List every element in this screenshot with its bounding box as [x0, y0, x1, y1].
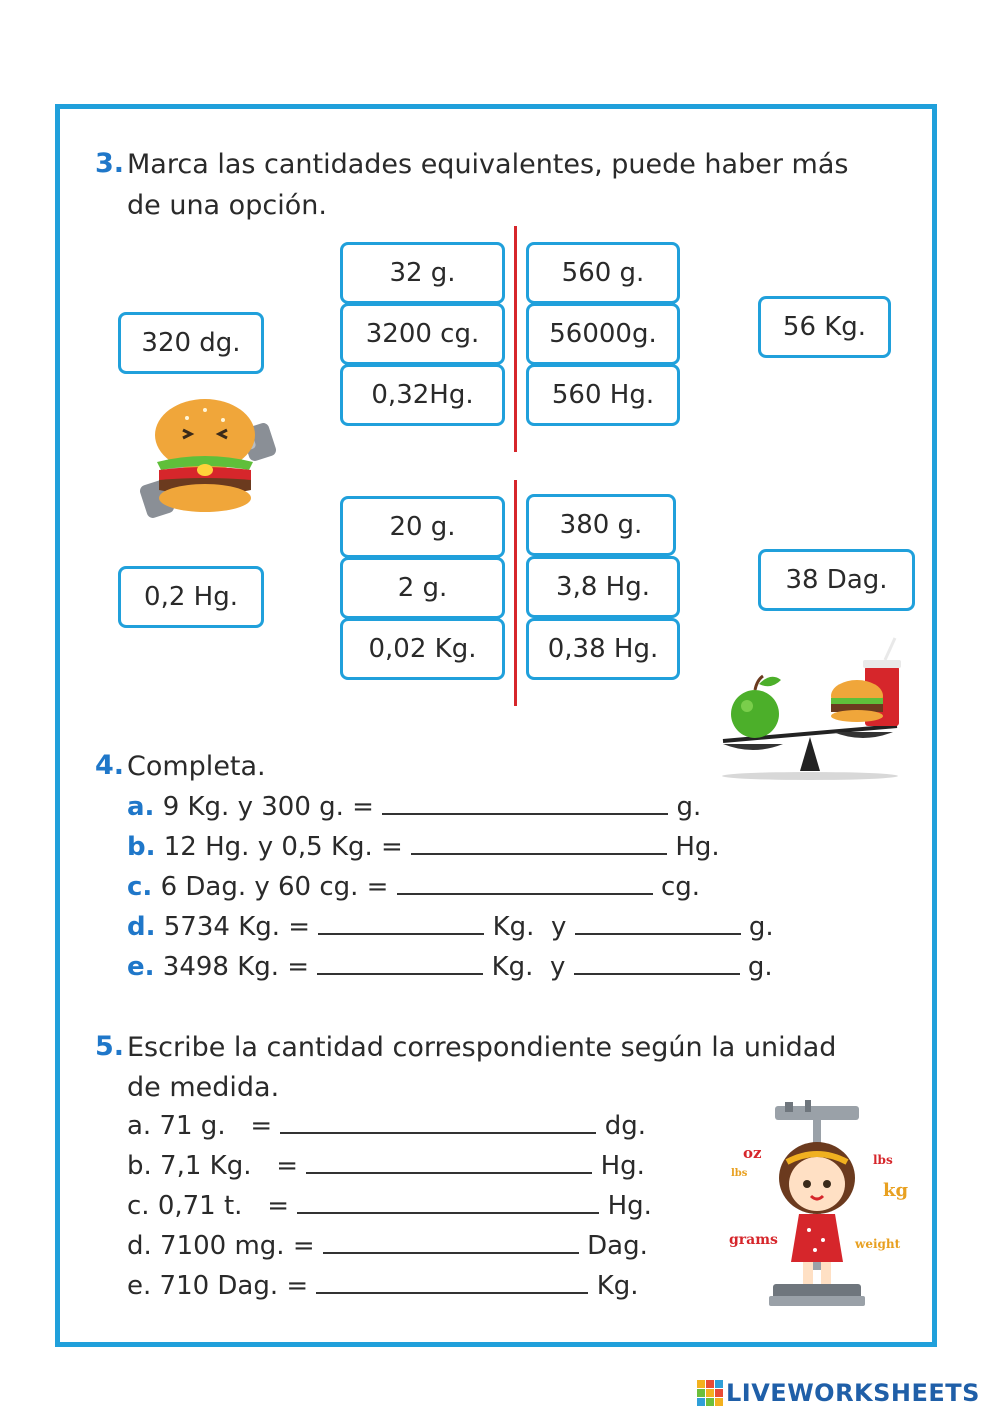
item-expression: 6 Dag. y 60 cg. =: [160, 872, 389, 902]
item-expression: e. 710 Dag. =: [127, 1271, 309, 1301]
girl-on-scale-icon: [725, 1100, 915, 1310]
option-label: 2 g.: [397, 573, 448, 603]
item-expression: c. 0,71 t. =: [127, 1191, 290, 1221]
label-oz: oz: [743, 1144, 762, 1162]
q4-title: Completa.: [127, 751, 266, 782]
target-label: 320 dg.: [141, 328, 241, 358]
option-box[interactable]: [340, 557, 505, 619]
item-expression: b. 7,1 Kg. =: [127, 1151, 299, 1181]
item-unit: Kg.: [596, 1271, 639, 1301]
option-box[interactable]: [340, 618, 505, 680]
item-unit: Kg. y: [491, 952, 566, 982]
option-label: 56000g.: [549, 319, 657, 349]
item-letter: d.: [127, 912, 156, 942]
burger-dumbbell-icon: [135, 390, 285, 530]
item-unit: cg.: [661, 872, 701, 902]
option-box[interactable]: [340, 364, 505, 426]
option-box[interactable]: [340, 242, 505, 304]
q4-item-d: [127, 909, 774, 945]
option-label: 3,8 Hg.: [556, 572, 650, 602]
liveworksheets-logo: [697, 1378, 980, 1408]
item-unit: Kg. y: [492, 912, 567, 942]
label-kg: kg: [883, 1180, 909, 1201]
q5-item-a: [127, 1108, 646, 1144]
q5-text-line1: Escribe la cantidad correspondiente según la unidad: [127, 1032, 837, 1063]
q5-item-d: [127, 1228, 648, 1264]
label-grams: grams: [729, 1232, 778, 1248]
answer-blank[interactable]: [574, 949, 740, 975]
option-label: 0,38 Hg.: [547, 634, 659, 664]
q4-item-c: [127, 869, 700, 905]
option-label: 0,02 Kg.: [368, 634, 477, 664]
q5-item-c: [127, 1188, 652, 1224]
answer-blank[interactable]: [318, 909, 484, 935]
q4-item-a: [127, 789, 701, 825]
target-label: 56 Kg.: [782, 312, 867, 342]
answer-blank[interactable]: [575, 909, 741, 935]
option-box[interactable]: [526, 494, 676, 556]
q3-text-line1: Marca las cantidades equivalentes, puede haber más: [127, 149, 849, 180]
q4-number: 4.: [95, 750, 125, 781]
target-label: 38 Dag.: [785, 565, 888, 595]
option-label: 32 g.: [389, 258, 456, 288]
item-expression: a. 71 g. =: [127, 1111, 273, 1141]
option-box[interactable]: [526, 303, 680, 365]
label-lbs-right: lbs: [873, 1153, 893, 1167]
answer-blank[interactable]: [317, 949, 483, 975]
q3-number: 3.: [95, 148, 125, 179]
q5-number: 5.: [95, 1031, 125, 1062]
label-weight: weight: [855, 1237, 901, 1251]
option-label: 560 g.: [561, 258, 645, 288]
answer-blank[interactable]: [316, 1268, 588, 1294]
option-box[interactable]: [340, 496, 505, 558]
target-box-56kg: [758, 296, 891, 358]
target-box-38dag: [758, 549, 915, 611]
option-box[interactable]: [340, 303, 505, 365]
q5-item-e: [127, 1268, 639, 1304]
option-label: 0,32Hg.: [371, 380, 474, 410]
option-box[interactable]: [526, 556, 680, 618]
item-unit: Hg.: [675, 832, 720, 862]
q5-text-line2: de medida.: [127, 1072, 280, 1103]
item-expression: 9 Kg. y 300 g. =: [162, 792, 374, 822]
item-letter: b.: [127, 832, 156, 862]
item-expression: 5734 Kg. =: [163, 912, 311, 942]
option-label: 560 Hg.: [551, 380, 655, 410]
option-label: 20 g.: [389, 512, 456, 542]
q4-item-e: [127, 949, 773, 985]
answer-blank[interactable]: [411, 829, 667, 855]
divider-red: [514, 226, 517, 452]
answer-blank[interactable]: [306, 1148, 592, 1174]
item-unit: g.: [748, 912, 774, 942]
option-label: 380 g.: [559, 510, 643, 540]
item-letter: c.: [127, 872, 153, 902]
balance-scale-icon: [715, 636, 905, 781]
item-expression: 3498 Kg. =: [162, 952, 310, 982]
item-unit: Hg.: [607, 1191, 652, 1221]
q3-text-line2: de una opción.: [127, 190, 327, 221]
item-expression: d. 7100 mg. =: [127, 1231, 315, 1261]
logo-grid-icon: [697, 1380, 723, 1406]
option-box[interactable]: [526, 618, 680, 680]
q5-item-b: [127, 1148, 645, 1184]
item-unit: g.: [747, 952, 773, 982]
item-letter: a.: [127, 792, 155, 822]
answer-blank[interactable]: [397, 869, 653, 895]
brand-name: LIVEWORKSHEETS: [726, 1379, 980, 1407]
item-unit: Hg.: [600, 1151, 645, 1181]
option-box[interactable]: [526, 242, 680, 304]
label-lbs-left: lbs: [731, 1168, 748, 1179]
target-box-02hg: [118, 566, 264, 628]
answer-blank[interactable]: [297, 1188, 599, 1214]
answer-blank[interactable]: [382, 789, 668, 815]
answer-blank[interactable]: [323, 1228, 579, 1254]
item-unit: dg.: [604, 1111, 646, 1141]
target-box-320dg: [118, 312, 264, 374]
item-expression: 12 Hg. y 0,5 Kg. =: [163, 832, 403, 862]
option-box[interactable]: [526, 364, 680, 426]
item-unit: g.: [676, 792, 702, 822]
answer-blank[interactable]: [280, 1108, 596, 1134]
divider-red: [514, 480, 517, 706]
item-unit: Dag.: [587, 1231, 648, 1261]
q4-item-b: [127, 829, 720, 865]
option-label: 3200 cg.: [365, 319, 480, 349]
item-letter: e.: [127, 952, 155, 982]
target-label: 0,2 Hg.: [144, 582, 238, 612]
